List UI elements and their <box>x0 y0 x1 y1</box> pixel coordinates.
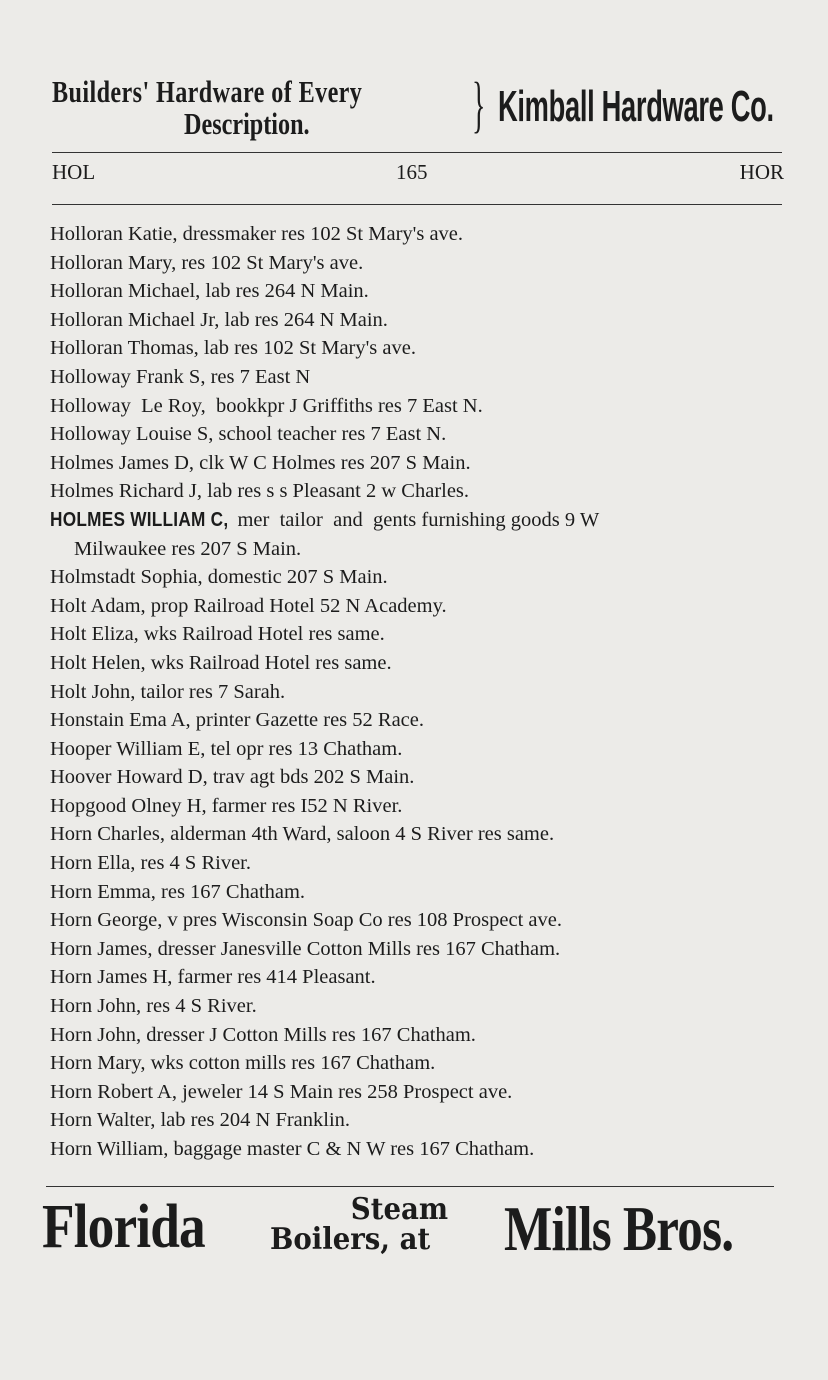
header-advertisement <box>52 72 792 142</box>
ad-boilers: Boilers, at <box>270 1222 431 1257</box>
entry-text: Horn Emma, res 167 Chatham. <box>50 880 306 903</box>
running-head-right: HOR <box>739 160 784 184</box>
entry-text: Holloway Frank S, res 7 East N <box>50 365 311 388</box>
directory-entry <box>50 535 790 564</box>
directory-entry <box>50 477 790 506</box>
directory-entry <box>50 963 790 992</box>
entry-text: Milwaukee res 207 S Main. <box>74 537 302 560</box>
entry-text: Hooper William E, tel opr res 13 Chatham. <box>50 737 403 760</box>
footer-advertisement <box>42 1192 782 1272</box>
entry-text: Holloran Katie, dressmaker res 102 St Mary's ave. <box>50 223 464 245</box>
ad-line-2: Description. <box>184 106 310 141</box>
entry-text: Holloway Louise S, school teacher res 7 East N. <box>50 423 447 446</box>
ad-line-1: Builders' Hardware of Every <box>52 74 363 109</box>
ad-steam: Steam <box>350 1192 449 1227</box>
entry-text: mer tailor and gents furnishing goods 9 W <box>232 508 600 531</box>
entry-text: Holloran Michael Jr, lab res 264 N Main. <box>50 308 388 331</box>
directory-entry <box>50 1078 790 1107</box>
ad-brace: } <box>472 71 486 139</box>
directory-entry <box>50 992 790 1021</box>
directory-entry <box>50 820 790 849</box>
entry-text: Horn William, baggage master C & N W res 167 Chatham. <box>50 1138 535 1160</box>
entry-text: Holt Helen, wks Railroad Hotel res same. <box>50 651 392 674</box>
entry-text: Horn James H, farmer res 414 Pleasant. <box>50 966 376 989</box>
directory-entry <box>50 792 790 821</box>
directory-entry <box>50 506 790 535</box>
directory-entry <box>50 306 790 335</box>
directory-entry <box>50 249 790 278</box>
entry-text: Horn John, res 4 S River. <box>50 995 257 1018</box>
directory-entry <box>50 1135 790 1164</box>
entry-text: Holloway Le Roy, bookkpr J Griffiths res 7 East N. <box>50 394 483 417</box>
entry-text: Honstain Ema A, printer Gazette res 52 Race. <box>50 709 424 732</box>
entry-text: Holmes James D, clk W C Holmes res 207 S Main. <box>50 451 471 474</box>
ad-mills-bros: Mills Bros. <box>504 1193 734 1264</box>
directory-entry <box>50 763 790 792</box>
entry-text: Holt Adam, prop Railroad Hotel 52 N Academy. <box>50 594 447 617</box>
entry-text: Holmes Richard J, lab res s s Pleasant 2 w Charles. <box>50 480 470 503</box>
directory-entry <box>50 392 790 421</box>
directory-entry <box>50 563 790 592</box>
directory-entry <box>50 1106 790 1135</box>
directory-entry <box>50 420 790 449</box>
entry-bold-name: HOLMES WILLIAM C, <box>50 507 229 531</box>
footer-rule <box>46 1186 774 1187</box>
directory-entry <box>50 1021 790 1050</box>
entry-text: Horn Charles, alderman 4th Ward, saloon 4 S River res same. <box>50 823 555 846</box>
page-number: 165 <box>396 160 428 184</box>
directory-entry <box>50 620 790 649</box>
directory-entry <box>50 706 790 735</box>
entry-text: Horn Walter, lab res 204 N Franklin. <box>50 1109 351 1132</box>
ad-brand: Kimball Hardware Co. <box>498 82 774 131</box>
entry-text: Hopgood Olney H, farmer res I52 N River. <box>50 794 403 817</box>
directory-entry <box>50 220 790 249</box>
entry-text: Holt John, tailor res 7 Sarah. <box>50 680 286 703</box>
directory-entry <box>50 935 790 964</box>
header-rule-top <box>52 152 782 153</box>
directory-entries <box>50 220 790 1164</box>
running-head <box>52 160 784 190</box>
entry-text: Horn George, v pres Wisconsin Soap Co res 108 Prospect ave. <box>50 909 562 932</box>
directory-entry <box>50 849 790 878</box>
entry-text: Holloran Thomas, lab res 102 St Mary's ave. <box>50 337 416 360</box>
entry-text: Holmstadt Sophia, domestic 207 S Main. <box>50 566 388 589</box>
directory-entry <box>50 649 790 678</box>
header-rule-bottom <box>52 204 782 205</box>
directory-entry <box>50 678 790 707</box>
entry-text: Horn Robert A, jeweler 14 S Main res 258 Prospect ave. <box>50 1080 513 1103</box>
directory-entry <box>50 878 790 907</box>
directory-entry <box>50 735 790 764</box>
entry-text: Horn Mary, wks cotton mills res 167 Chatham. <box>50 1052 436 1075</box>
running-head-left: HOL <box>52 160 96 184</box>
entry-text: Horn John, dresser J Cotton Mills res 167 Chatham. <box>50 1023 476 1046</box>
directory-entry <box>50 449 790 478</box>
directory-entry <box>50 334 790 363</box>
ad-florida: Florida <box>42 1193 205 1261</box>
entry-text: Holt Eliza, wks Railroad Hotel res same. <box>50 623 385 646</box>
entry-text: Hoover Howard D, trav agt bds 202 S Main. <box>50 766 415 789</box>
directory-entry <box>50 363 790 392</box>
directory-entry <box>50 906 790 935</box>
entry-text: Horn Ella, res 4 S River. <box>50 852 251 875</box>
directory-entry <box>50 1049 790 1078</box>
directory-entry <box>50 277 790 306</box>
entry-text: Horn James, dresser Janesville Cotton Mills res 167 Chatham. <box>50 937 561 960</box>
entry-text: Holloran Mary, res 102 St Mary's ave. <box>50 251 364 274</box>
entry-text: Holloran Michael, lab res 264 N Main. <box>50 280 369 303</box>
directory-entry <box>50 592 790 621</box>
